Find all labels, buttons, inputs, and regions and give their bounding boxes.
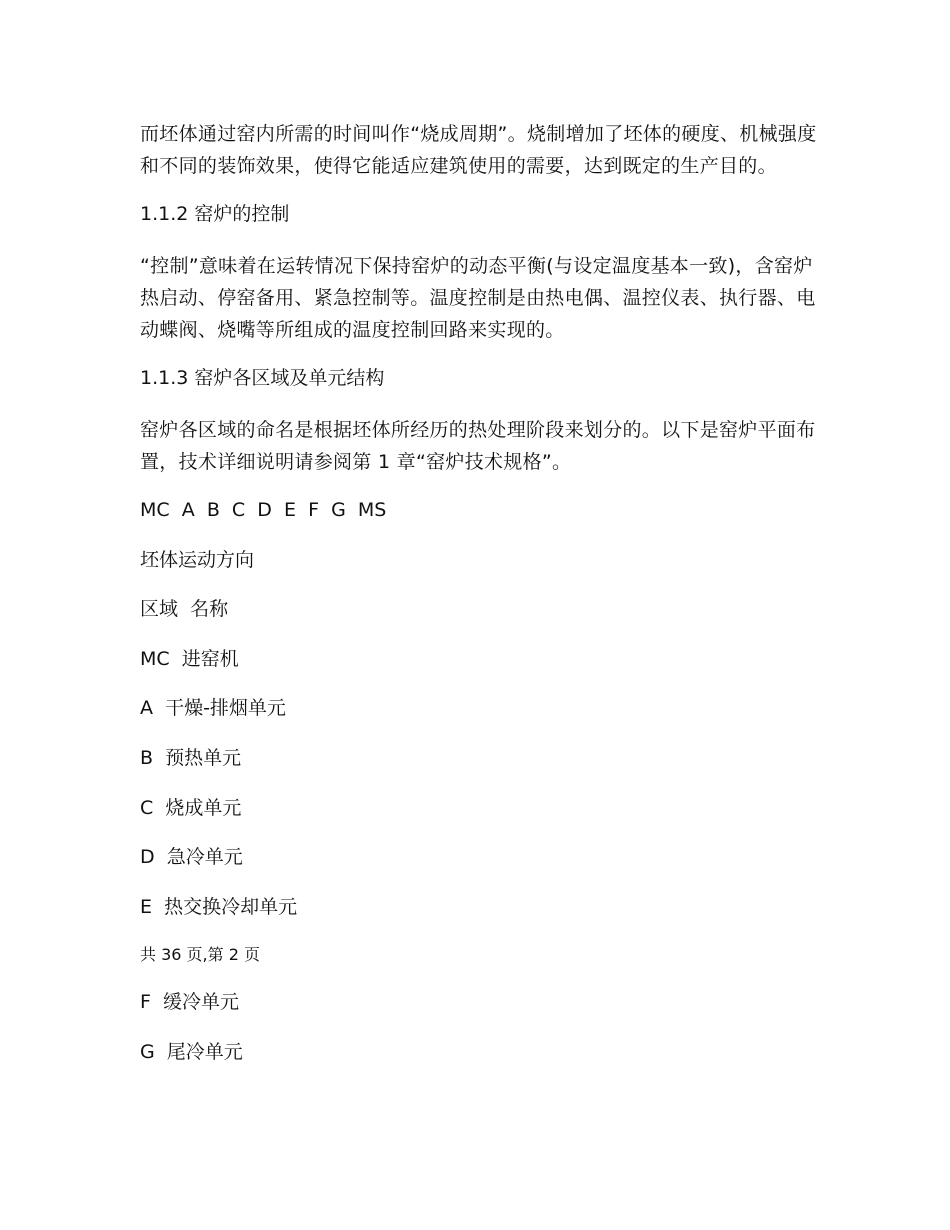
zone-row-g: G 尾冷单元 [140, 1040, 243, 1063]
document-body [140, 118, 820, 1088]
zone-row-a: A 干燥-排烟单元 [140, 697, 286, 720]
zones-paragraph: 窑炉各区域的命名是根据坯体所经历的热处理阶段来划分的。以下是窑炉平面布置，技术详细说明请参阅第 1 章“窑炉技术规格”。 [140, 419, 816, 473]
zone-row-d: D 急冷单元 [140, 846, 243, 869]
zone-row-f: F 缓冷单元 [140, 991, 240, 1014]
control-paragraph: “控制”意味着在运转情况下保持窑炉的动态平衡(与设定温度基本一致)，含窑炉热启动、停窑备用、紧急控制等。温度控制是由热电偶、温控仪表、执行器、电动蝶阀、烧嘴等所组成的温度控制回路来实现的。 [140, 255, 816, 341]
movement-direction-label: 坯体运动方向 [140, 548, 255, 571]
zone-table-header: 区域 名称 [140, 598, 229, 621]
zone-row-mc: MC 进窑机 [140, 647, 239, 670]
section-heading-kiln-control: 1.1.2 窑炉的控制 [140, 203, 290, 225]
zone-row-c: C 烧成单元 [140, 796, 242, 819]
zone-row-e: E 热交换冷却单元 [140, 895, 298, 918]
zone-row-b: B 预热单元 [140, 746, 242, 769]
intro-paragraph: 而坯体通过窑内所需的时间叫作“烧成周期”。烧制增加了坯体的硬度、机械强度和不同的装饰效果，使得它能适应建筑使用的需要，达到既定的生产目的。 [140, 123, 817, 177]
zone-sequence: MC A B C D E F G MS [140, 499, 387, 521]
page-footer: 共 36 页,第 2 页 [140, 945, 260, 965]
section-heading-kiln-zones: 1.1.3 窑炉各区域及单元结构 [140, 367, 385, 389]
